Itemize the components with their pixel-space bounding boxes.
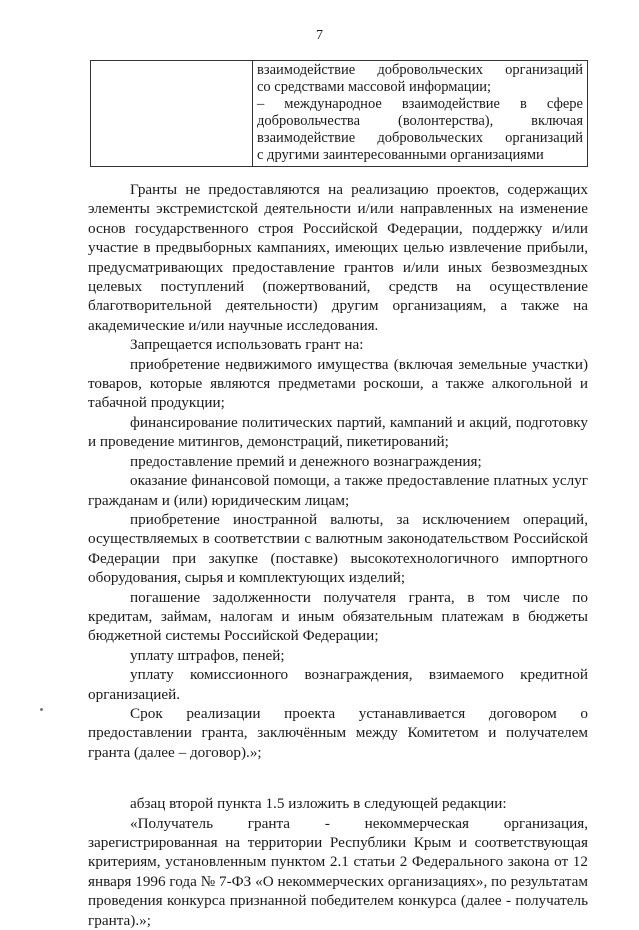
paragraph-prohibited-intro: Запрещается использовать грант на:: [130, 336, 364, 354]
paragraph-prohibited-item: погашение задолженности получателя гранта, в том числе по кредитам, займам, налогам и иным обязательным платежам в бюджеты бюджетной системы Российской Федерации;: [88, 588, 588, 645]
paragraph-prohibited-item: оказание финансовой помощи, а также предоставление платных услуг гражданам и (или) юридическим лицам;: [88, 472, 588, 509]
table-row: [91, 61, 588, 167]
paragraph-prohibited-item: уплату штрафов, пеней;: [130, 646, 285, 664]
paragraph-prohibited-item: финансирование политических партий, кампаний и акций, подготовку и проведение митингов, демонстраций, пикетирований;: [88, 413, 588, 451]
table-line: взаимодействие добровольческих организаций: [257, 130, 583, 146]
paragraph-amendment-text: «Получатель гранта - некоммерческая организация, зарегистрированная на территории Республики Крым и соответствующая критериям, установленным пунктом 2.1 статьи 2 Федерального закона от 12 января 1996 года № 7-ФЗ «О некоммерческих организациях», по результатам проведения конкурса признанной победителем конкурса (далее - получатель гранта).»;: [88, 814, 588, 929]
table-line: со средствами массовой информации;: [257, 79, 492, 95]
paragraph-grant-restrictions: Гранты не предоставляются на реализацию проектов, содержащих элементы экстремистской деятельности и/или направленных на изменение основ государственного строя Российской Федерации, поддержку и/или участие в предвыборных кампаниях, имеющих целью извлечение прибыли, предусматривающих предоставление грантов и/или иных безвозмездных целевых поступлений (пожертвований, средств на осуществление благотворительной деятельности) другим организациям, а также на академические и/или научные исследования.: [88, 181, 588, 334]
paragraph-project-term: Срок реализации проекта устанавливается договором о предоставлении гранта, заключённым между Комитетом и получателем гранта (далее – договор).»;: [88, 704, 588, 761]
table-line: взаимодействие добровольческих организаций: [257, 62, 583, 78]
criteria-table-fragment: [90, 60, 588, 167]
paragraph-amendment-intro: абзац второй пункта 1.5 изложить в следующей редакции:: [130, 795, 507, 813]
paragraph-prohibited-item: предоставление премий и денежного вознаграждения;: [130, 452, 482, 470]
table-line: добровольчества (волонтерства), включая: [257, 113, 583, 129]
table-cell-empty: [91, 61, 253, 167]
paragraph-prohibited-item: уплату комиссионного вознаграждения, взимаемого кредитной организацией.: [88, 666, 588, 703]
table-cell-text: [253, 61, 588, 167]
scan-speck: [40, 708, 43, 711]
table-line: – международное взаимодействие в сфере: [257, 96, 583, 112]
table-line: с другими заинтересованными организациями: [257, 147, 544, 163]
paragraph-prohibited-item: приобретение недвижимого имущества (включая земельные участки) товаров, которые являются предметами роскоши, а также алкогольной и табачной продукции;: [88, 355, 588, 412]
paragraph-prohibited-item: приобретение иностранной валюты, за исключением операций, осуществляемых в соответствии с валютным законодательством Российской Федерации при закупке (поставке) высокотехнологичного импортного оборудования, сырья и комплектующих изделий;: [88, 510, 588, 587]
page-number: 7: [316, 28, 323, 43]
document-body: [88, 180, 588, 930]
